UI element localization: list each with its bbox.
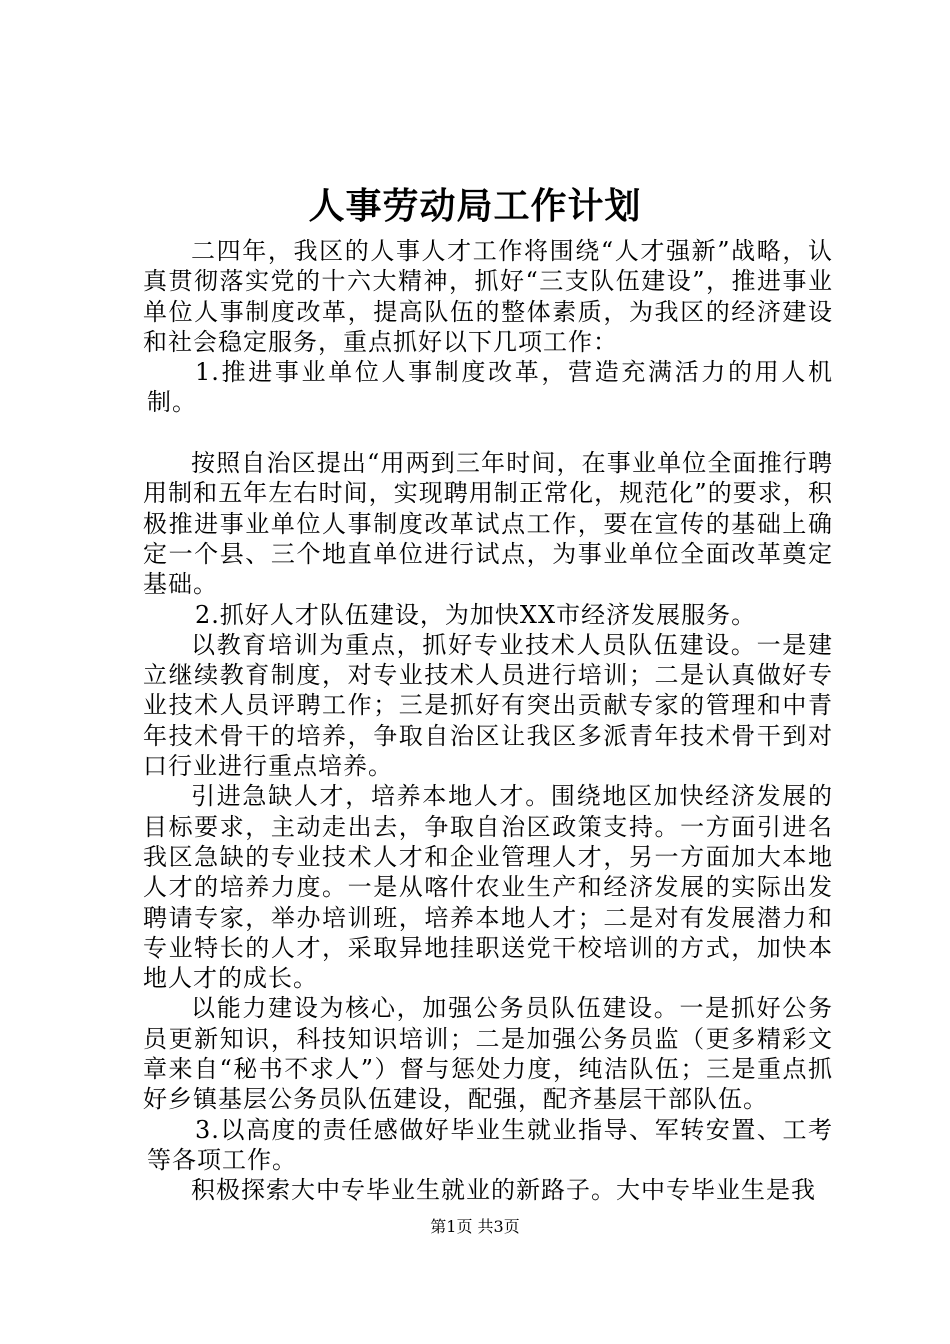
page-footer: 第1页 共3页	[430, 1217, 520, 1236]
section-heading-1: 1.推进事业单位人事制度改革，营造充满活力的用人机制。	[147, 358, 833, 417]
document-title: 人事劳动局工作计划	[308, 185, 642, 227]
section-heading-2: 2.抓好人才队伍建设，为加快XX市经济发展服务。	[195, 600, 757, 629]
body-paragraph-reform: 按照自治区提出“用两到三年时间，在事业单位全面推行聘用制和五年左右时间，实现聘用制正常化，规范化”的要求，积极推进事业单位人事制度改革试点工作，要在宣传的基础上确定一个县、三个地直单位进行试点，为事业单位全面改革奠定基础。	[143, 449, 833, 599]
document-body	[143, 236, 833, 1206]
blank-line	[143, 418, 833, 448]
body-paragraph-graduates: 积极探索大中专毕业生就业的新路子。大中专毕业生是我	[191, 1176, 816, 1205]
section-heading-3: 3.以高度的责任感做好毕业生就业指导、军转安置、工考等各项工作。	[147, 1115, 833, 1174]
body-paragraph-civil-servants: 以能力建设为核心，加强公务员队伍建设。一是抓好公务员更新知识，科技知识培训；二是加强公务员监（更多精彩文章来自“秘书不求人”）督与惩处力度，纯洁队伍；三是重点抓好乡镇基层公务员队伍建设，配强，配齐基层干部队伍。	[143, 994, 833, 1114]
body-paragraph-training: 以教育培训为重点，抓好专业技术人员队伍建设。一是建立继续教育制度，对专业技术人员进行培训；二是认真做好专业技术人员评聘工作；三是抓好有突出贡献专家的管理和中青年技术骨干的培养，争取自治区让我区多派青年技术骨干到对口行业进行重点培养。	[143, 630, 833, 781]
intro-paragraph: 二四年，我区的人事人才工作将围绕“人才强新”战略，认真贯彻落实党的十六大精神，抓好“三支队伍建设”，推进事业单位人事制度改革，提高队伍的整体素质，为我区的经济建设和社会稳定服务，重点抓好以下几项工作：	[143, 237, 833, 356]
body-paragraph-talent: 引进急缺人才，培养本地人才。围绕地区加快经济发展的目标要求，主动走出去，争取自治区政策支持。一方面引进名我区急缺的专业技术人才和企业管理人才，另一方面加大本地人才的培养力度。一是从喀什农业生产和经济发展的实际出发聘请专家，举办培训班，培养本地人才；二是对有发展潜力和专业特长的人才，采取异地挂职送党干校培训的方式，加快本地人才的成长。	[143, 782, 833, 993]
